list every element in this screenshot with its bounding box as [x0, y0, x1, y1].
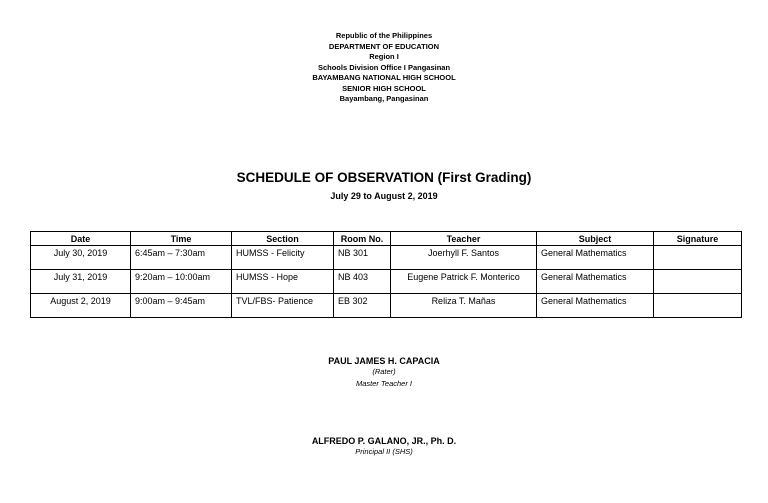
letterhead-line: DEPARTMENT OF EDUCATION — [328, 41, 440, 51]
cell-subject: General Mathematics — [537, 294, 654, 318]
cell-signature — [654, 294, 742, 318]
cell-subject: General Mathematics — [537, 270, 654, 294]
letterhead-line: SENIOR HIGH SCHOOL — [342, 83, 426, 93]
column-header-section: Section — [232, 232, 334, 246]
schedule-table — [30, 231, 742, 318]
cell-subject: General Mathematics — [537, 246, 654, 270]
column-header-subject: Subject — [537, 232, 654, 246]
rater-signature-block — [0, 356, 768, 390]
rater-role: (Rater) — [372, 367, 396, 376]
document-subtitle: July 29 to August 2, 2019 — [330, 191, 438, 201]
rater-position: Master Teacher I — [356, 379, 412, 388]
column-header-time: Time — [131, 232, 232, 246]
letterhead-line: Region I — [369, 52, 399, 61]
cell-section: TVL/FBS- Patience — [232, 294, 334, 318]
column-header-signature: Signature — [654, 232, 742, 246]
cell-room: NB 403 — [334, 270, 391, 294]
principal-signature-block — [0, 436, 768, 458]
cell-teacher: Eugene Patrick F. Monterico — [391, 270, 537, 294]
column-header-date: Date — [31, 232, 131, 246]
letterhead-line: BAYAMBANG NATIONAL HIGH SCHOOL — [312, 73, 456, 82]
letterhead-line: Schools Division Office I Pangasinan — [317, 62, 451, 72]
cell-teacher: Joerhyll F. Santos — [391, 246, 537, 270]
cell-signature — [654, 246, 742, 270]
cell-date: July 30, 2019 — [31, 246, 131, 270]
cell-time: 9:20am – 10:00am — [131, 270, 232, 294]
cell-room: EB 302 — [334, 294, 391, 318]
cell-teacher: Reliza T. Mañas — [391, 294, 537, 318]
column-header-teacher: Teacher — [391, 232, 537, 246]
cell-time: 9:00am – 9:45am — [131, 294, 232, 318]
letterhead — [0, 31, 768, 105]
cell-signature — [654, 270, 742, 294]
table-header-row — [31, 232, 742, 246]
letterhead-line: Republic of the Philippines — [335, 31, 433, 40]
letterhead-line: Bayambang, Pangasinan — [339, 94, 429, 103]
rater-name: PAUL JAMES H. CAPACIA — [328, 356, 440, 366]
cell-date: August 2, 2019 — [31, 294, 131, 318]
principal-position: Principal II (SHS) — [355, 447, 413, 456]
cell-section: HUMSS - Felicity — [232, 246, 334, 270]
table-row — [31, 294, 742, 318]
document-title: SCHEDULE OF OBSERVATION (First Grading) — [236, 170, 532, 185]
principal-name: ALFREDO P. GALANO, JR., Ph. D. — [311, 436, 457, 446]
table-row — [31, 270, 742, 294]
column-header-room: Room No. — [334, 232, 391, 246]
cell-date: July 31, 2019 — [31, 270, 131, 294]
cell-section: HUMSS - Hope — [232, 270, 334, 294]
table-row — [31, 246, 742, 270]
cell-room: NB 301 — [334, 246, 391, 270]
cell-time: 6:45am – 7:30am — [131, 246, 232, 270]
